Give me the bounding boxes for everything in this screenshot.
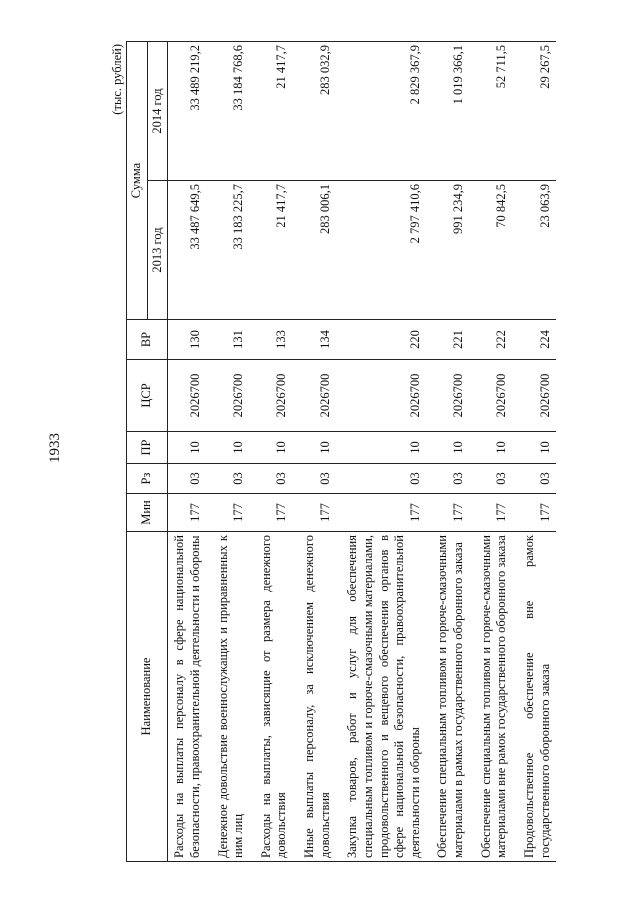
- row-name: Расходы на выплаты персоналу в сфере национальной безопасности, правоохранительной деятельности и обороны: [168, 532, 207, 862]
- row-vr: 134: [299, 320, 336, 360]
- row-sum-2013: 283 006,1: [299, 181, 336, 320]
- row-csr: 2026700: [213, 360, 250, 432]
- row-min: 177: [432, 494, 469, 532]
- header-csr: ЦСР: [127, 360, 168, 432]
- table-row: [476, 42, 513, 862]
- row-pr: 10: [476, 432, 513, 464]
- row-pr: 10: [432, 432, 469, 464]
- row-pr: 10: [213, 432, 250, 464]
- row-csr: 2026700: [519, 360, 556, 432]
- header-year-2014: 2014 год: [147, 42, 168, 181]
- row-pr: 10: [342, 432, 426, 464]
- row-vr: 222: [476, 320, 513, 360]
- row-rz: 03: [476, 464, 513, 494]
- header-min: Мин: [127, 494, 168, 532]
- row-rz: 03: [432, 464, 469, 494]
- row-vr: 220: [342, 320, 426, 360]
- row-name: Обеспечение специальным топливом и горюче-смазочными материалами вне рамок государственного оборонного заказа: [476, 532, 513, 862]
- row-sum-2013: 23 063,9: [519, 181, 556, 320]
- row-pr: 10: [519, 432, 556, 464]
- row-rz: 03: [168, 464, 207, 494]
- row-sum-2013: 21 417,7: [256, 181, 293, 320]
- row-name: Денежное довольствие военнослужащих и приравненных к ним лиц: [213, 532, 250, 862]
- row-sum-2014: 21 417,7: [256, 42, 293, 181]
- row-sum-2014: 33 184 768,6: [213, 42, 250, 181]
- table-row: [432, 42, 469, 862]
- row-pr: 10: [256, 432, 293, 464]
- row-rz: 03: [213, 464, 250, 494]
- row-csr: 2026700: [168, 360, 207, 432]
- table-row: [342, 42, 426, 862]
- header-year-2013: 2013 год: [147, 181, 168, 320]
- row-min: 177: [213, 494, 250, 532]
- row-sum-2013: 991 234,9: [432, 181, 469, 320]
- row-min: 177: [519, 494, 556, 532]
- row-sum-2014: 283 032,9: [299, 42, 336, 181]
- row-rz: 03: [299, 464, 336, 494]
- row-vr: 130: [168, 320, 207, 360]
- row-sum-2014: 29 267,5: [519, 42, 556, 181]
- row-min: 177: [168, 494, 207, 532]
- header-sum: Сумма: [127, 42, 148, 320]
- row-vr: 224: [519, 320, 556, 360]
- header-rz: Рз: [127, 464, 168, 494]
- row-sum-2013: 33 487 649,5: [168, 181, 207, 320]
- row-min: 177: [299, 494, 336, 532]
- row-min: 177: [342, 494, 426, 532]
- row-csr: 2026700: [299, 360, 336, 432]
- row-csr: 2026700: [342, 360, 426, 432]
- row-sum-2014: 33 489 219,2: [168, 42, 207, 181]
- budget-table: [126, 41, 556, 862]
- header-name: Наименование: [127, 532, 168, 862]
- row-csr: 2026700: [256, 360, 293, 432]
- row-min: 177: [476, 494, 513, 532]
- row-sum-2014: 52 711,5: [476, 42, 513, 181]
- table-row: [299, 42, 336, 862]
- row-vr: 221: [432, 320, 469, 360]
- row-vr: 131: [213, 320, 250, 360]
- table-row: [256, 42, 293, 862]
- row-pr: 10: [299, 432, 336, 464]
- table-row: [519, 42, 556, 862]
- row-name: Расходы на выплаты, зависящие от размера денежного довольствия: [256, 532, 293, 862]
- row-name: Продовольственное обеспечение вне рамок государственного оборонного заказа: [519, 532, 556, 862]
- row-sum-2013: 2 797 410,6: [342, 181, 426, 320]
- row-name: Закупка товаров, работ и услуг для обеспечения специальным топливом и горюче-смазочными материалами, продовольственного и вещевого обеспечения органов в сфере национальной безопасности, правоохранительной деятельности и обороны: [342, 532, 426, 862]
- header-vr: ВР: [127, 320, 168, 360]
- header-pr: ПР: [127, 432, 168, 464]
- row-sum-2014: 2 829 367,9: [342, 42, 426, 181]
- row-csr: 2026700: [476, 360, 513, 432]
- row-rz: 03: [519, 464, 556, 494]
- row-sum-2013: 70 842,5: [476, 181, 513, 320]
- row-name: Иные выплаты персоналу, за исключением денежного довольствия: [299, 532, 336, 862]
- table-row: [213, 42, 250, 862]
- page-number: 1933: [47, 433, 63, 463]
- row-name: Обеспечение специальным топливом и горюче-смазочными материалами в рамках государственного оборонного заказа: [432, 532, 469, 862]
- table-row: [168, 42, 207, 862]
- row-rz: 03: [342, 464, 426, 494]
- row-pr: 10: [168, 432, 207, 464]
- row-csr: 2026700: [432, 360, 469, 432]
- row-vr: 133: [256, 320, 293, 360]
- row-sum-2014: 1 019 366,1: [432, 42, 469, 181]
- budget-sheet: [110, 42, 630, 862]
- row-min: 177: [256, 494, 293, 532]
- units-note: (тыс. рублей): [110, 44, 124, 115]
- row-rz: 03: [256, 464, 293, 494]
- row-sum-2013: 33 183 225,7: [213, 181, 250, 320]
